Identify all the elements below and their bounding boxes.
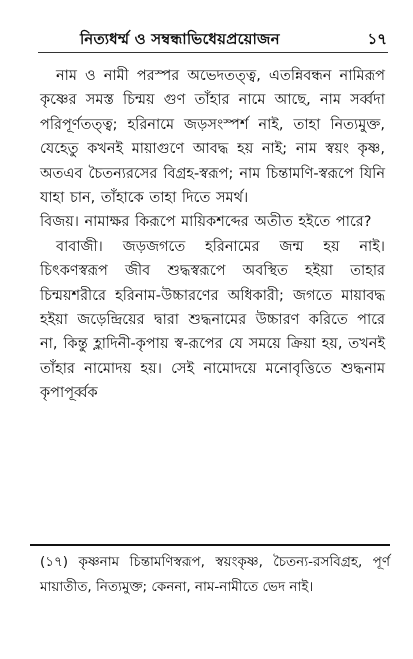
main-text (40, 64, 385, 406)
page-number: ১৭ (367, 30, 387, 48)
footnote-divider (30, 544, 390, 546)
paragraph-vijay-question: বিজয়। নামাক্ষর কিরূপে মায়িকশব্দের অতীত হইতে পারে? (40, 214, 372, 231)
footnote-17: (১৭) কৃষ্ণনাম চিন্তামণিস্বরূপ, স্বয়ংকৃষ্ণ, চৈতন্য-রসবিগ্রহ, পূর্ণ মায়াতীত, নিত্যমুক্ত; কেননা, নাম-নামীতে ভেদ নাই। (40, 554, 390, 595)
paragraph-babaji-answer: বাবাজী। জড়জগতে হরিনামের জন্ম হয় নাই। চিৎকণস্বরূপ জীব শুদ্ধস্বরূপে অবস্থিত হইয়া তাহার চিন্ময়শরীরে হরিনাম-উচ্চারণের অধিকারী; জগতে মায়াবদ্ধ হইয়া জড়েন্দ্রিয়ের দ্বারা শুদ্ধনামের উচ্চারণ করিতে পারে না, কিন্তু হ্লাদিনী-কৃপায় স্ব-রূপের যে সময়ে ক্রিয়া হয়, তখনই তাঁহার নামোদয় হয়। সেই নামোদয়ে মনোবৃত্তিতে শুদ্ধনাম কৃপাপূর্ব্বক (40, 238, 385, 402)
running-header-title: নিত্যধর্ম্ম ও সম্বন্ধাভিধেয়প্রয়োজন (80, 30, 280, 48)
header-divider (38, 52, 388, 53)
paragraph-name-and-named: নাম ও নামী পরস্পর অভেদতত্ত্ব, এতন্নিবন্ধন নামিরূপ কৃষ্ণের সমস্ত চিন্ময় গুণ তাঁহার নামে আছে, নাম সর্ব্বদা পরিপূর্ণতত্ত্ব; হরিনামে জড়সংস্পর্শ নাই, তাহা নিত্যমুক্ত, যেহেতু কখনই মায়াগুণে আবদ্ধ হয় নাই; নাম স্বয়ং কৃষ্ণ, অতএব চৈতন্যরসের বিগ্রহ-স্বরূপ; নাম চিন্তামণি-স্বরূপে যিনি যাহা চান, তাঁহাকে তাহা দিতে সমর্থ। (40, 68, 385, 207)
